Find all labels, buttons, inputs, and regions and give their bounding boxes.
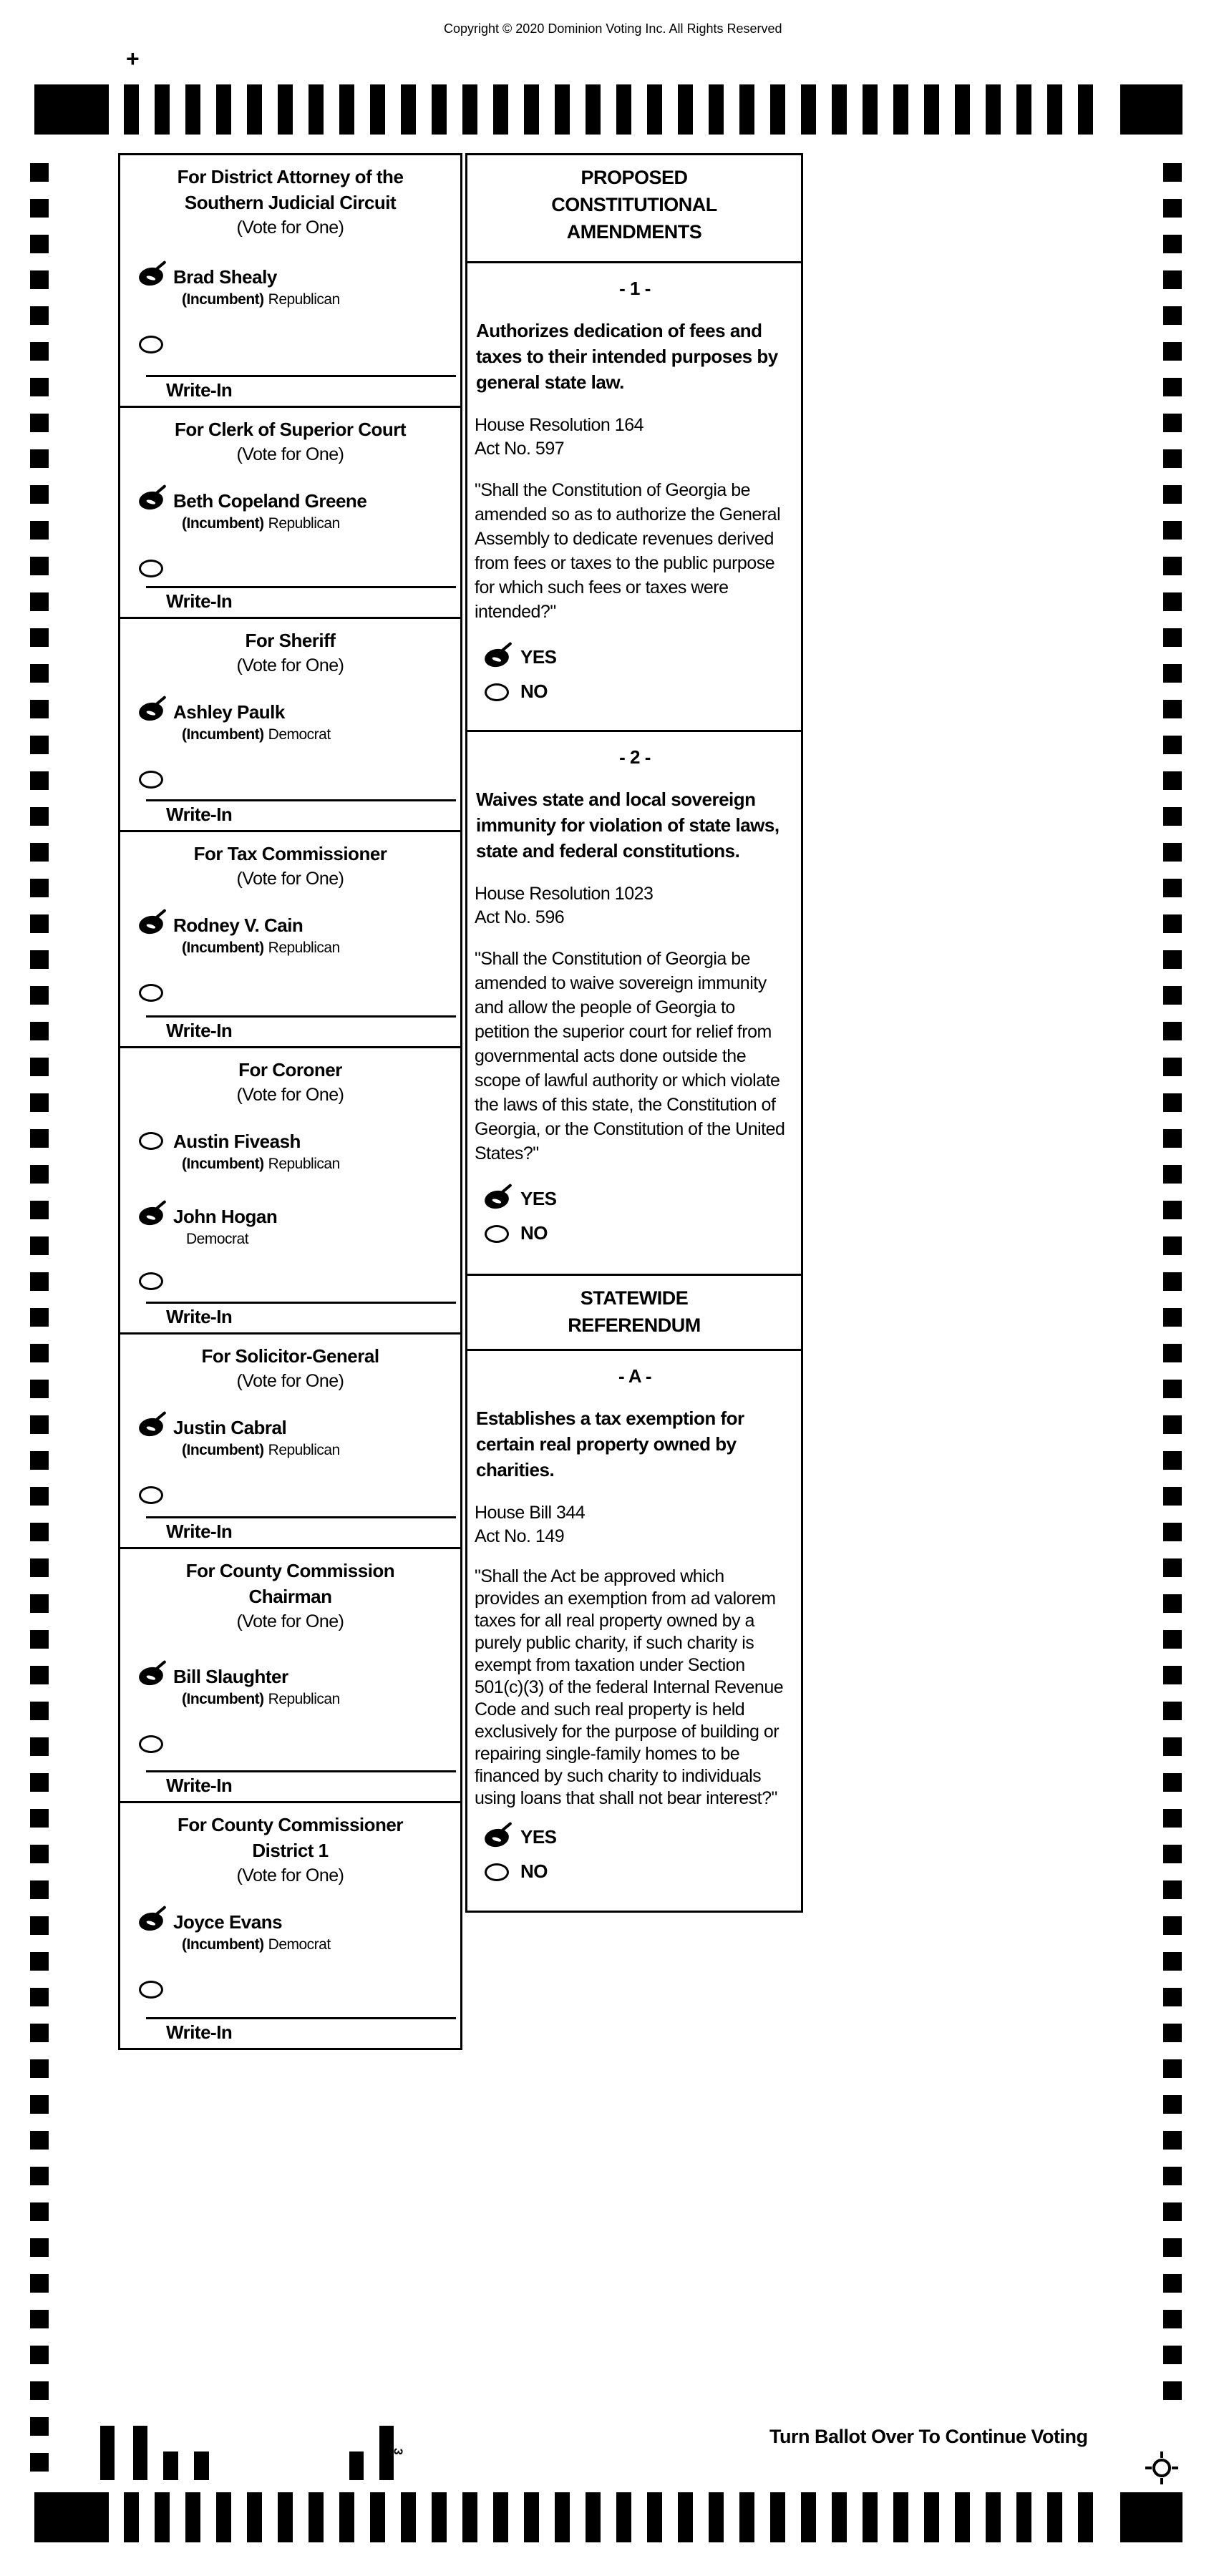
candidate-name: Austin Fiveash (173, 1131, 301, 1152)
candidate-option (139, 1130, 456, 1174)
vote-oval-filled[interactable] (137, 489, 165, 512)
barcode-bar (349, 2451, 364, 2480)
yes-label: YES (520, 1187, 557, 1209)
contest-district-attorney (118, 153, 462, 408)
measure-referendum-a (465, 1349, 803, 1913)
yes-oval-filled[interactable] (483, 647, 510, 669)
contest-title (125, 841, 456, 867)
contest-title (125, 1812, 456, 1863)
timing-marks-left (30, 163, 49, 2472)
writein-label: Write-In (166, 2021, 233, 2043)
contest-title (125, 628, 456, 653)
yes-oval-filled[interactable] (483, 1189, 510, 1211)
writein-label: Write-In (166, 1521, 233, 1542)
header-line: AMENDMENTS (566, 221, 702, 243)
yes-oval-filled[interactable] (483, 1827, 510, 1849)
vote-oval-filled[interactable] (137, 1416, 165, 1438)
candidate-option (139, 701, 456, 744)
writein-row[interactable] (146, 586, 456, 617)
no-oval-empty[interactable] (485, 1225, 509, 1243)
writein-label: Write-In (166, 804, 233, 825)
referendum-header (465, 1274, 803, 1351)
no-option (485, 1857, 795, 1885)
measure-question: "Shall the Constitution of Georgia be amended so as to authorize the General Assembly to dedicate revenues derived from fees or taxes to the public purpose for which such fees or taxes were intended?" (475, 480, 781, 622)
candidate-party: (Incumbent) Republican (182, 1691, 340, 1707)
contest-title-line: For Tax Commissioner (193, 843, 387, 864)
contest-column (118, 153, 462, 2050)
turn-ballot-over-label: Turn Ballot Over To Continue Voting (769, 2426, 1088, 2447)
barcode-char: 3 (391, 2447, 406, 2456)
contest-title-line: District 1 (252, 1840, 329, 1861)
barcode-marks (100, 2426, 422, 2483)
writein-option (139, 557, 456, 577)
contest-title-line: For Sheriff (245, 630, 336, 651)
candidate-name: John Hogan (173, 1206, 278, 1227)
writein-label: Write-In (166, 590, 233, 612)
candidate-name: Joyce Evans (173, 1911, 283, 1933)
contest-title-line: For County Commissioner (178, 1814, 403, 1835)
writein-row[interactable] (146, 1015, 456, 1046)
copyright-notice: Copyright © 2020 Dominion Voting Inc. All Rights Reserved (444, 21, 782, 36)
vote-oval-empty[interactable] (139, 771, 163, 789)
no-oval-empty[interactable] (485, 1863, 509, 1881)
contest-tax-commissioner (118, 830, 462, 1048)
registration-crosshair-icon (1145, 2451, 1178, 2484)
contest-title-line: For District Attorney of the (177, 166, 404, 187)
contest-clerk-superior-court (118, 406, 462, 619)
candidate-party: (Incumbent) Republican (182, 940, 340, 956)
vote-oval-empty[interactable] (139, 1486, 163, 1504)
writein-row[interactable] (146, 1516, 456, 1547)
timing-block (1120, 2492, 1182, 2542)
writein-label: Write-In (166, 1306, 233, 1327)
timing-marks-right (1163, 163, 1182, 2403)
measure-choices (475, 643, 795, 706)
vote-oval-filled[interactable] (137, 1911, 165, 1933)
writein-option (139, 982, 456, 1002)
timing-bars (124, 2492, 1098, 2542)
measure-question: "Shall the Act be approved which provides an exemption from ad valorem taxes for all real property owned by a purely public charity, if such charity is exempt from taxation under Section 501(c)(3) of the federal Internal Revenue Code and such real property is held exclusively for the purpose of building or repairing single-family homes to be financed by such charity to individuals using loans that shall not bear interest?" (475, 1566, 784, 1808)
yes-label: YES (520, 1825, 557, 1848)
candidate-option (139, 489, 456, 533)
measure-choices (475, 1823, 795, 1885)
candidate-party: (Incumbent) Democrat (182, 1936, 331, 1953)
contest-title-line: For County Commission (185, 1560, 395, 1581)
candidate-option (139, 1911, 456, 1954)
timing-mark-band-bottom (34, 2492, 1182, 2542)
writein-label: Write-In (166, 379, 233, 401)
vote-for-instruction: (Vote for One) (236, 1371, 344, 1391)
contest-title (125, 1558, 456, 1609)
no-label: NO (520, 1860, 548, 1882)
candidate-party: Democrat (186, 1231, 249, 1247)
measure-question: "Shall the Constitution of Georgia be amended to waive sovereign immunity and allow the people of Georgia to petition the superior court for relief from governmental acts done outside the scope of lawful authority or which violate the laws of this state, the Constitution of Georgia, or the Constitution of the United States?" (475, 949, 785, 1163)
measure-authority: House Resolution 164 Act No. 597 (475, 415, 643, 459)
vote-oval-empty[interactable] (139, 560, 163, 577)
measure-number: - 2 - (619, 746, 651, 768)
contest-title (125, 416, 456, 442)
writein-label: Write-In (166, 1020, 233, 1041)
no-label: NO (520, 680, 548, 702)
crosshair-circle (1152, 2459, 1171, 2477)
contest-title-line: For Clerk of Superior Court (174, 419, 407, 440)
candidate-option (139, 914, 456, 957)
contest-title (125, 1343, 456, 1369)
writein-option (139, 1979, 456, 1999)
candidate-party: (Incumbent) Republican (182, 1442, 340, 1458)
candidate-party: (Incumbent) Republican (182, 291, 340, 308)
header-line: STATEWIDE (580, 1287, 689, 1309)
measures-column (465, 153, 803, 1913)
writein-option (139, 333, 456, 353)
candidate-option (139, 265, 456, 309)
no-option (485, 677, 795, 706)
candidate-name: Beth Copeland Greene (173, 490, 367, 512)
vote-for-instruction: (Vote for One) (236, 869, 344, 889)
registration-plus-mark: + (126, 46, 140, 72)
writein-option (139, 1484, 456, 1504)
writein-row[interactable] (146, 1770, 456, 1801)
yes-option (485, 643, 795, 671)
vote-for-instruction: (Vote for One) (236, 444, 344, 464)
contest-title-line: For Solicitor-General (201, 1345, 379, 1367)
writein-row[interactable] (146, 375, 456, 406)
measure-authority: House Resolution 1023 Act No. 596 (475, 884, 654, 927)
header-line: PROPOSED (581, 167, 688, 188)
vote-for-instruction: (Vote for One) (236, 655, 344, 675)
header-line: REFERENDUM (568, 1314, 701, 1336)
vote-oval-empty[interactable] (139, 336, 163, 353)
no-label: NO (520, 1221, 548, 1244)
candidate-name: Bill Slaughter (173, 1666, 288, 1687)
amendments-header (465, 153, 803, 263)
candidate-party: (Incumbent) Republican (182, 1156, 340, 1172)
contest-title-line: Chairman (248, 1586, 332, 1607)
yes-option (485, 1184, 795, 1213)
candidate-option (139, 1416, 456, 1460)
vote-for-instruction: (Vote for One) (236, 1611, 344, 1631)
measure-authority: House Bill 344 Act No. 149 (475, 1503, 586, 1546)
measure-number: - A - (618, 1365, 652, 1387)
contest-title-line: For Coroner (238, 1059, 342, 1080)
candidate-party: (Incumbent) Democrat (182, 726, 331, 743)
candidate-name: Justin Cabral (173, 1417, 287, 1438)
contest-county-commission-chairman (118, 1547, 462, 1803)
vote-for-instruction: (Vote for One) (236, 1865, 344, 1885)
writein-option (139, 1733, 456, 1753)
vote-oval-empty[interactable] (139, 1132, 163, 1150)
measure-summary: Authorizes dedication of fees and taxes to their intended purposes by general state law. (476, 320, 778, 393)
timing-block (34, 2492, 109, 2542)
writein-row[interactable] (146, 1302, 456, 1332)
writein-option (139, 769, 456, 789)
timing-mark-band-top (34, 84, 1182, 135)
barcode-bar (194, 2451, 209, 2480)
candidate-option (139, 1205, 456, 1249)
contest-title (125, 1057, 456, 1083)
candidate-name: Brad Shealy (173, 266, 277, 288)
vote-oval-filled[interactable] (137, 914, 165, 936)
no-oval-empty[interactable] (485, 683, 509, 701)
vote-oval-empty[interactable] (139, 984, 163, 1002)
writein-label: Write-In (166, 1775, 233, 1796)
measure-amendment-2 (465, 730, 803, 1276)
yes-label: YES (520, 645, 557, 668)
contest-coroner (118, 1046, 462, 1335)
vote-oval-filled[interactable] (137, 265, 165, 288)
vote-oval-filled[interactable] (137, 1665, 165, 1687)
writein-option (139, 1270, 456, 1290)
candidate-name: Rodney V. Cain (173, 914, 303, 936)
header-line: CONSTITUTIONAL (551, 194, 717, 215)
yes-option (485, 1823, 795, 1851)
timing-block (1120, 84, 1182, 135)
measure-summary: Establishes a tax exemption for certain real property owned by charities. (476, 1407, 744, 1480)
measure-amendment-1 (465, 261, 803, 732)
timing-block (34, 84, 109, 135)
vote-oval-empty[interactable] (139, 1735, 163, 1753)
vote-oval-filled[interactable] (137, 1205, 165, 1227)
timing-bars (124, 84, 1098, 135)
measure-number: - 1 - (619, 278, 651, 299)
contest-title (125, 164, 456, 215)
vote-oval-empty[interactable] (139, 1981, 163, 1999)
candidate-party: (Incumbent) Republican (182, 515, 340, 532)
writein-row[interactable] (146, 2017, 456, 2048)
no-option (485, 1219, 795, 1247)
writein-row[interactable] (146, 799, 456, 830)
contest-county-commissioner-district-1 (118, 1801, 462, 2050)
vote-oval-empty[interactable] (139, 1272, 163, 1290)
barcode-bar (100, 2426, 115, 2480)
barcode-bar (133, 2426, 147, 2480)
candidate-option (139, 1665, 456, 1709)
contest-solicitor-general (118, 1332, 462, 1549)
vote-for-instruction: (Vote for One) (236, 1085, 344, 1105)
barcode-bar (163, 2451, 178, 2480)
vote-for-instruction: (Vote for One) (236, 218, 344, 238)
measure-choices (475, 1184, 795, 1247)
vote-oval-filled[interactable] (137, 701, 165, 723)
measure-summary: Waives state and local sovereign immunity for violation of state laws, state and federal constitutions. (476, 789, 779, 862)
contest-sheriff (118, 617, 462, 832)
candidate-name: Ashley Paulk (173, 701, 285, 723)
contest-title-line: Southern Judicial Circuit (184, 192, 397, 213)
